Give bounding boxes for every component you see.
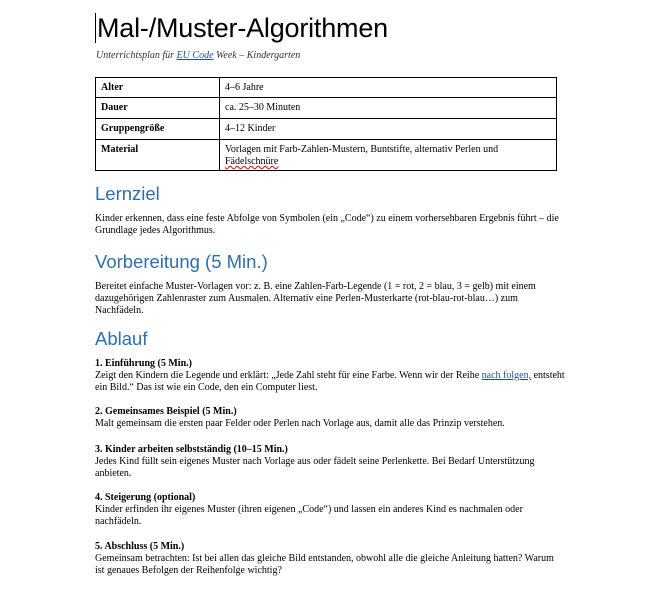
table-row bbox=[96, 140, 557, 171]
heading-vorbereitung: Vorbereitung (5 Min.) bbox=[95, 251, 268, 272]
table-row bbox=[96, 119, 557, 140]
table-value-cell: 4–12 Kinder bbox=[220, 119, 557, 140]
document-title[interactable]: Mal-/Muster-Algorithmen bbox=[97, 13, 388, 43]
step-text-end: entsteht ein Bild.“ Das ist wie ein Code, den ein Computer liest. bbox=[95, 370, 565, 393]
step-title: 3. Kinder arbeiten selbstständig (10–15 Min.) bbox=[95, 444, 288, 455]
table-label-cell: Alter bbox=[96, 78, 220, 98]
table-value-cell: ca. 25–30 Minuten bbox=[220, 98, 557, 119]
step-text: Gemeinsam betrachten: Ist bei allen das gleiche Bild entstanden, obwohl alle die gleiche Anleitung hatten? Warum ist genaues Befolgen der Reihenfolge wichtig? bbox=[95, 553, 554, 576]
table-label-cell: Material bbox=[96, 140, 220, 171]
step-text-link[interactable]: nach folgen, bbox=[481, 370, 532, 381]
table-label-cell: Gruppengröße bbox=[96, 119, 220, 140]
step-title: 1. Einführung (5 Min.) bbox=[95, 358, 192, 369]
table-row bbox=[96, 78, 557, 98]
text-cursor bbox=[95, 13, 96, 43]
step-2 bbox=[95, 406, 565, 430]
subtitle-link[interactable]: EU Code bbox=[176, 50, 214, 61]
step-4 bbox=[95, 492, 565, 528]
step-3 bbox=[95, 444, 565, 480]
subtitle-prefix: Unterrichtsplan für bbox=[96, 50, 177, 61]
step-title: 5. Abschluss (5 Min.) bbox=[95, 541, 185, 552]
heading-ablauf: Ablauf bbox=[95, 328, 148, 349]
table-row bbox=[96, 98, 557, 119]
document-subtitle bbox=[96, 49, 300, 62]
step-5 bbox=[95, 541, 565, 577]
step-title: 2. Gemeinsames Beispiel (5 Min.) bbox=[95, 406, 237, 417]
step-text: Zeigt den Kindern die Legende und erklärt: „Jede Zahl steht für eine Farbe. Wenn wir der Reihe bbox=[95, 370, 482, 381]
step-text: Jedes Kind füllt sein eigenes Muster nach Vorlage aus oder fädelt seine Perlenkette. Bei Bedarf Unterstützung anbieten. bbox=[95, 456, 535, 479]
subtitle-suffix: Week – Kindergarten bbox=[213, 50, 301, 61]
table-value-cell bbox=[220, 140, 557, 171]
step-title: 4. Steigerung (optional) bbox=[95, 492, 196, 503]
table-value-cell: 4–6 Jahre bbox=[220, 78, 557, 98]
table-label-cell: Dauer bbox=[96, 98, 220, 119]
step-text: Kinder erfinden ihr eigenes Muster (ihren eigenen „Code“) und lassen ein anderes Kind es nachmalen oder nachfädeln. bbox=[95, 504, 523, 527]
heading-lernziel: Lernziel bbox=[95, 183, 160, 204]
vorbereitung-text: Bereitet einfache Muster-Vorlagen vor: z. B. eine Zahlen-Farb-Legende (1 = rot, 2 = blau, 3 = gelb) mit einem dazugehörigen Zahlenraster zum Ausmalen. Alternativ eine Perlen-Musterkarte (rot-blau-rot-blau…) zum Nachfädeln. bbox=[95, 281, 536, 316]
material-line-2: Fädelschnüre bbox=[225, 156, 279, 167]
lernziel-text: Kinder erkennen, dass eine feste Abfolge von Symbolen (ein „Code“) zu einem vorhersehbaren Ergebnis führt – die Grundlage jedes Algorithmus. bbox=[95, 213, 559, 236]
step-text: Malt gemeinsam die ersten paar Felder oder Perlen nach Vorlage aus, damit alle das Prinzip verstehen. bbox=[95, 418, 505, 429]
info-table bbox=[95, 77, 557, 171]
material-line-1: Vorlagen mit Farb-Zahlen-Mustern, Buntstifte, alternativ Perlen und bbox=[225, 144, 499, 155]
step-1 bbox=[95, 358, 565, 394]
